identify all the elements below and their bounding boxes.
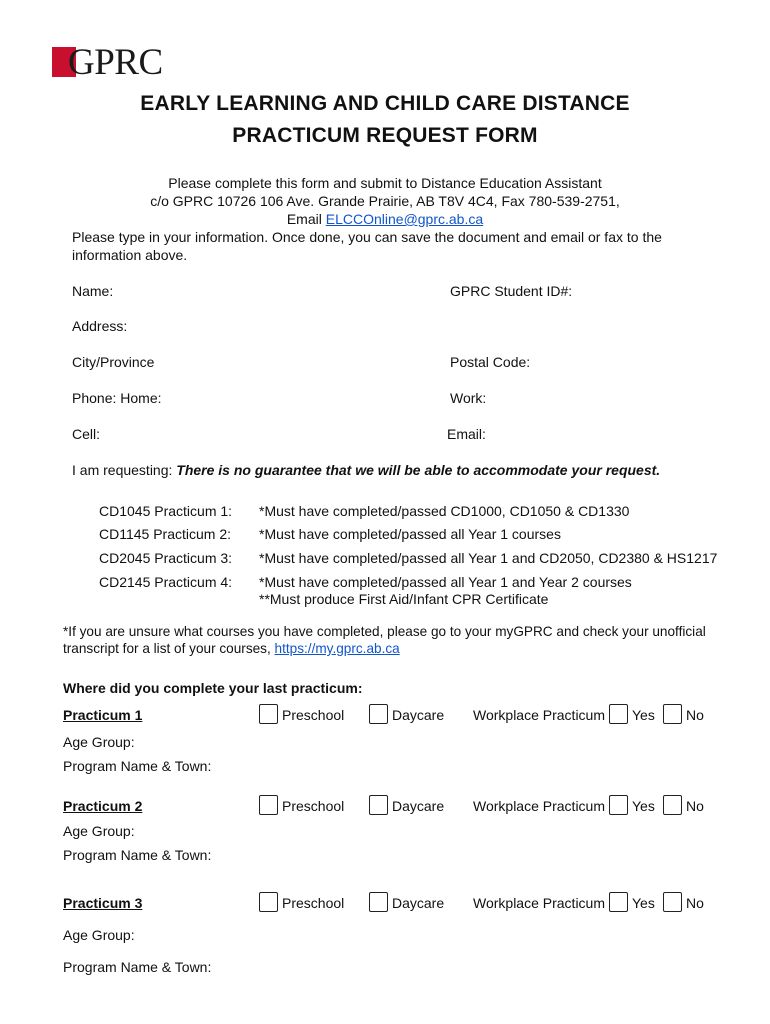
daycare-checkbox[interactable] bbox=[369, 892, 388, 912]
unsure-line2-prefix: transcript for a list of your courses, bbox=[63, 641, 275, 656]
mygprc-link[interactable]: https://my.gprc.ab.ca bbox=[274, 641, 400, 656]
workplace-label: Workplace Practicum bbox=[473, 798, 606, 814]
no-label: No bbox=[686, 798, 704, 814]
postal-code-label: Postal Code: bbox=[450, 354, 531, 370]
preschool-checkbox[interactable] bbox=[259, 892, 278, 912]
practicum-2-title: Practicum 2 bbox=[63, 798, 143, 814]
workplace-no-checkbox[interactable] bbox=[663, 795, 682, 815]
workplace-label: Workplace Practicum bbox=[473, 707, 606, 723]
age-group-label: Age Group: bbox=[63, 823, 135, 839]
practicum-code: CD2045 Practicum 3: bbox=[99, 550, 233, 566]
practicum-code: CD1045 Practicum 1: bbox=[99, 503, 233, 519]
age-group-label: Age Group: bbox=[63, 927, 135, 943]
practicum-3-title: Practicum 3 bbox=[63, 895, 143, 911]
program-name-label: Program Name & Town: bbox=[63, 959, 212, 975]
practicum-1-title: Practicum 1 bbox=[63, 707, 143, 723]
city-label: City/Province bbox=[72, 354, 155, 370]
preschool-label: Preschool bbox=[282, 798, 345, 814]
work-phone-label: Work: bbox=[450, 390, 487, 406]
phone-home-label: Phone: Home: bbox=[72, 390, 162, 406]
form-title-line1: EARLY LEARNING AND CHILD CARE DISTANCE bbox=[140, 92, 630, 115]
instructions-line1: Please type in your information. Once done, you can save the document and email or fax to the bbox=[72, 229, 662, 245]
cell-label: Cell: bbox=[72, 426, 101, 442]
preschool-checkbox[interactable] bbox=[259, 704, 278, 724]
program-name-label: Program Name & Town: bbox=[63, 847, 212, 863]
practicum-code: CD1145 Practicum 2: bbox=[99, 526, 232, 542]
yes-label: Yes bbox=[632, 707, 655, 723]
instructions-line2: information above. bbox=[72, 247, 188, 263]
email-label: Email: bbox=[447, 426, 486, 442]
program-name-label: Program Name & Town: bbox=[63, 758, 212, 774]
name-label: Name: bbox=[72, 283, 114, 299]
practicum-requirement: *Must have completed/passed CD1000, CD1050 & CD1330 bbox=[259, 503, 630, 519]
intro-line1: Please complete this form and submit to Distance Education Assistant bbox=[168, 175, 602, 191]
unsure-line1: *If you are unsure what courses you have completed, please go to your myGPRC and check your unofficial bbox=[63, 624, 706, 639]
no-label: No bbox=[686, 707, 704, 723]
email-prefix: Email bbox=[286, 211, 326, 227]
daycare-checkbox[interactable] bbox=[369, 795, 388, 815]
workplace-yes-checkbox[interactable] bbox=[609, 704, 628, 724]
preschool-checkbox[interactable] bbox=[259, 795, 278, 815]
requesting-label: I am requesting: bbox=[72, 462, 177, 478]
yes-label: Yes bbox=[632, 798, 655, 814]
submission-email-link[interactable]: ELCCOnline@gprc.ab.ca bbox=[325, 211, 484, 227]
practicum-code: CD2145 Practicum 4: bbox=[99, 574, 233, 590]
requesting-line bbox=[72, 462, 660, 478]
workplace-yes-checkbox[interactable] bbox=[609, 795, 628, 815]
form-title-line2: PRACTICUM REQUEST FORM bbox=[232, 124, 538, 147]
practicum-requirement: *Must have completed/passed all Year 1 and Year 2 courses bbox=[259, 574, 632, 590]
daycare-checkbox[interactable] bbox=[369, 704, 388, 724]
unsure-line2 bbox=[63, 641, 400, 656]
yes-label: Yes bbox=[632, 895, 655, 911]
workplace-yes-checkbox[interactable] bbox=[609, 892, 628, 912]
workplace-no-checkbox[interactable] bbox=[663, 892, 682, 912]
workplace-label: Workplace Practicum bbox=[473, 895, 606, 911]
address-label: Address: bbox=[72, 318, 128, 334]
last-practicum-heading: Where did you complete your last practicum: bbox=[63, 680, 363, 696]
logo-text: GPRC bbox=[68, 42, 163, 83]
guarantee-note: There is no guarantee that we will be able to accommodate your request. bbox=[176, 462, 661, 478]
daycare-label: Daycare bbox=[392, 798, 445, 814]
workplace-no-checkbox[interactable] bbox=[663, 704, 682, 724]
practicum-requirement-cpr: **Must produce First Aid/Infant CPR Certificate bbox=[259, 591, 549, 607]
practicum-requirement: *Must have completed/passed all Year 1 courses bbox=[259, 526, 561, 542]
intro-email-line bbox=[0, 211, 770, 227]
preschool-label: Preschool bbox=[282, 895, 345, 911]
practicum-requirement: *Must have completed/passed all Year 1 and CD2050, CD2380 & HS1217 bbox=[259, 550, 718, 566]
age-group-label: Age Group: bbox=[63, 734, 135, 750]
daycare-label: Daycare bbox=[392, 895, 445, 911]
student-id-label: GPRC Student ID#: bbox=[450, 283, 573, 299]
intro-line2: c/o GPRC 10726 106 Ave. Grande Prairie, AB T8V 4C4, Fax 780-539-2751, bbox=[150, 193, 620, 209]
no-label: No bbox=[686, 895, 704, 911]
preschool-label: Preschool bbox=[282, 707, 345, 723]
daycare-label: Daycare bbox=[392, 707, 445, 723]
